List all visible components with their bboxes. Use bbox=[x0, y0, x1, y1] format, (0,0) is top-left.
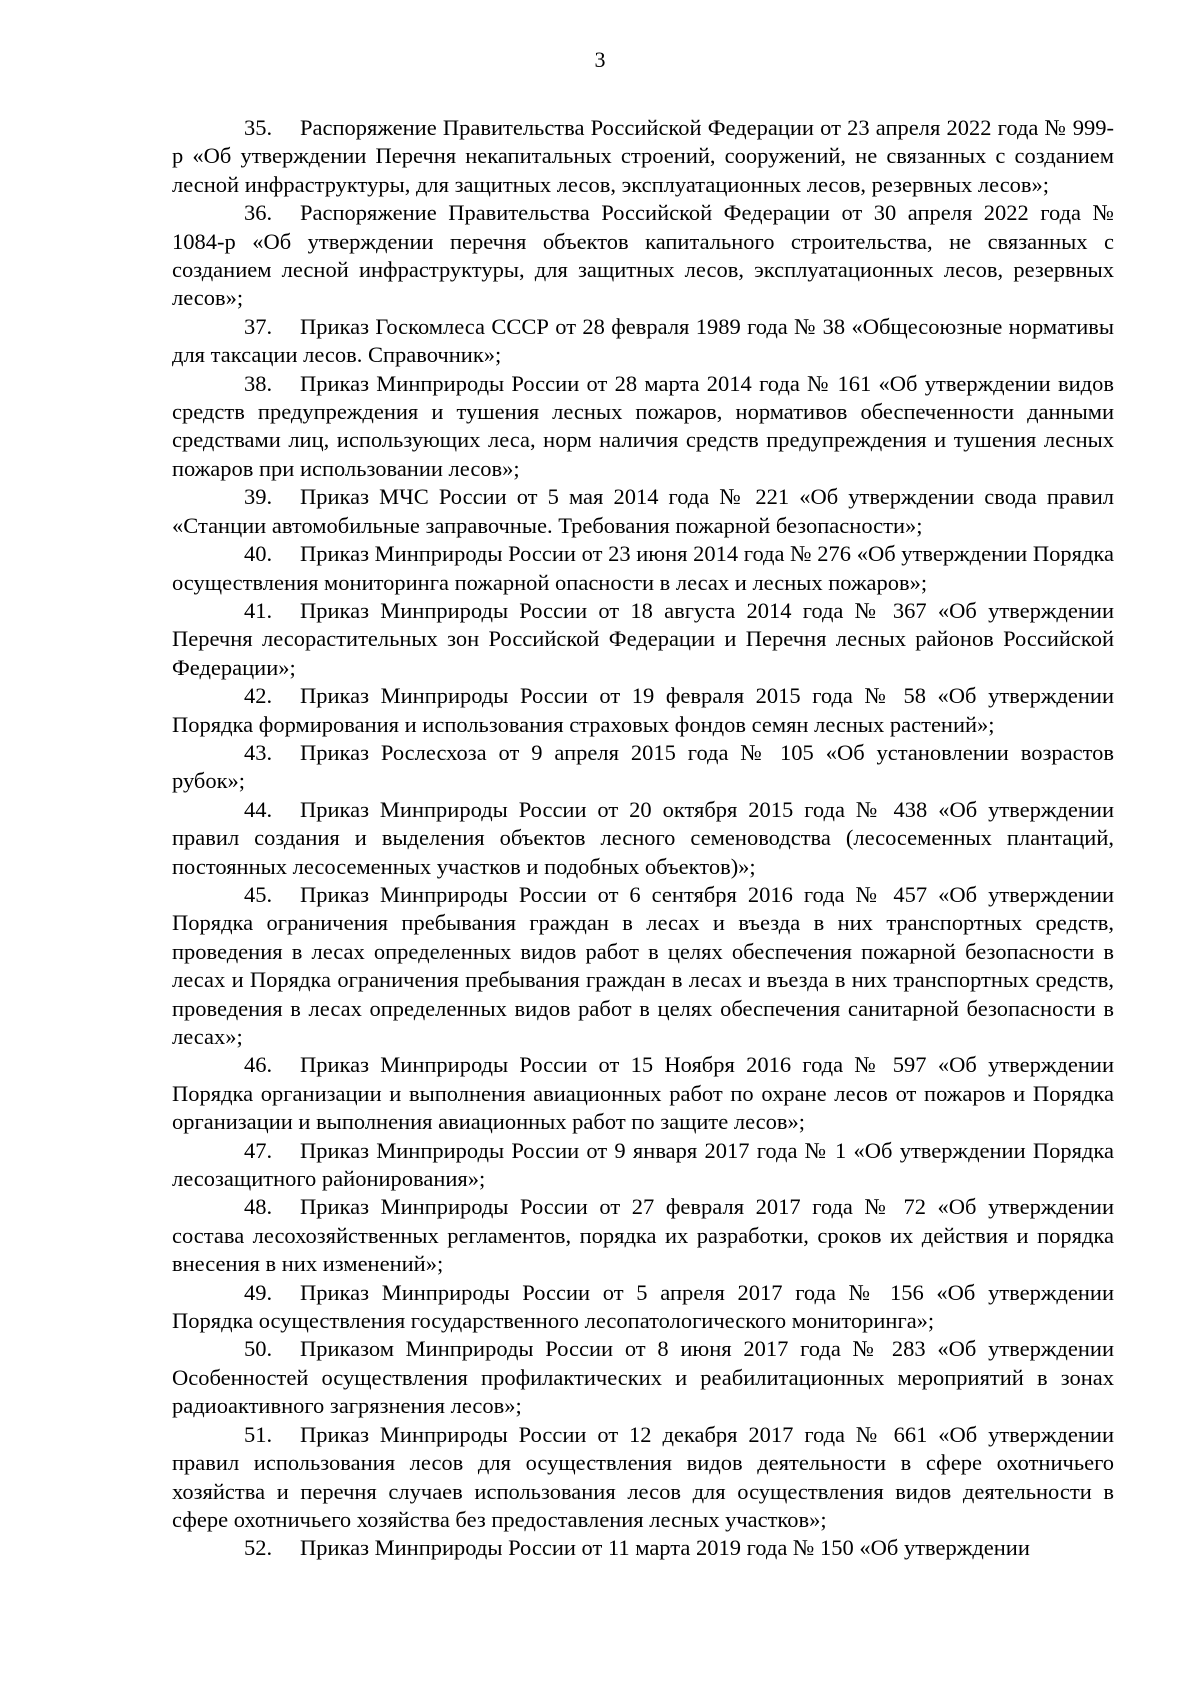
item-number: 49. bbox=[244, 1279, 273, 1305]
item-text: Приказ МЧС России от 5 мая 2014 года № 221 «Об утверждении свода правил «Станции автомобильные заправочные. Требования пожарной безопасности»; bbox=[172, 484, 1114, 538]
item-text: Распоряжение Правительства Российской Федерации от 30 апреля 2022 года № 1084-р «Об утверждении перечня объектов капитального строительства, не связанных с созданием лесной инфраструктуры, для защитных лесов, эксплуатационных лесов, резервных лесов»; bbox=[172, 200, 1114, 311]
list-item bbox=[172, 1279, 1114, 1336]
item-text: Приказ Минприроды России от 15 Ноября 2016 года № 597 «Об утверждении Порядка организации и выполнения авиационных работ по охране лесов от пожаров и Порядка организации и выполнения авиационных работ по защите лесов»; bbox=[172, 1052, 1114, 1135]
list-item bbox=[172, 796, 1114, 881]
item-number: 47. bbox=[244, 1137, 273, 1163]
item-text: Приказом Минприроды России от 8 июня 2017 года № 283 «Об утверждении Особенностей осуществления профилактических и реабилитационных мероприятий в зонах радиоактивного загрязнения лесов»; bbox=[172, 1336, 1114, 1419]
item-number: 44. bbox=[244, 796, 273, 822]
list-item bbox=[172, 682, 1114, 739]
list-item bbox=[172, 370, 1114, 484]
item-text: Приказ Минприроды России от 9 января 2017 года № 1 «Об утверждении Порядка лесозащитного районирования»; bbox=[172, 1137, 1114, 1192]
item-number: 42. bbox=[244, 683, 273, 709]
item-number: 41. bbox=[244, 597, 273, 623]
item-text: Приказ Минприроды России от 20 октября 2015 года № 438 «Об утверждении правил создания и выделения объектов лесного семеноводства (лесосеменных плантаций, постоянных лесосеменных участков и подобных объектов)»; bbox=[172, 796, 1114, 879]
item-number: 48. bbox=[244, 1194, 273, 1220]
item-number: 39. bbox=[244, 484, 273, 510]
item-text: Приказ Рослесхоза от 9 апреля 2015 года № 105 «Об установлении возрастов рубок»; bbox=[172, 739, 1114, 794]
item-number: 38. bbox=[244, 370, 273, 396]
list-item bbox=[172, 881, 1114, 1051]
item-number: 46. bbox=[244, 1052, 273, 1078]
item-text: Приказ Минприроды России от 18 августа 2014 года № 367 «Об утверждении Перечня лесорастительных зон Российской Федерации и Перечня лесных районов Российской Федерации»; bbox=[172, 597, 1114, 680]
list-item bbox=[172, 1335, 1114, 1420]
list-item bbox=[172, 483, 1114, 540]
list-item bbox=[172, 1421, 1114, 1535]
item-number: 40. bbox=[244, 541, 273, 567]
item-text: Приказ Минприроды России от 11 марта 2019 года № 150 «Об утверждении bbox=[300, 1535, 1030, 1561]
item-text: Приказ Минприроды России от 6 сентября 2016 года № 457 «Об утверждении Порядка ограничения пребывания граждан в лесах и въезда в них транспортных средств, проведения в лесах определенных видов работ в целях обеспечения пожарной безопасности в лесах и Порядка ограничения пребывания граждан в лесах и въезда в них транспортных средств, проведения в лесах определенных видов работ в целях обеспечения санитарной безопасности в лесах»; bbox=[172, 881, 1114, 1049]
item-text: Приказ Минприроды России от 28 марта 2014 года № 161 «Об утверждении видов средств предупреждения и тушения лесных пожаров, нормативов обеспеченности данными средствами лиц, использующих леса, норм наличия средств предупреждения и тушения лесных пожаров при использовании лесов»; bbox=[172, 370, 1114, 481]
list-item bbox=[172, 199, 1114, 313]
item-text: Распоряжение Правительства Российской Федерации от 23 апреля 2022 года № 999-р «Об утверждении Перечня некапитальных строений, сооружений, не связанных с созданием лесной инфраструктуры, для защитных лесов, эксплуатационных лесов, резервных лесов»; bbox=[172, 115, 1114, 197]
page-number: 3 bbox=[594, 47, 606, 72]
item-text: Приказ Госкомлеса СССР от 28 февраля 1989 года № 38 «Общесоюзные нормативы для таксации лесов. Справочник»; bbox=[172, 313, 1114, 368]
item-number: 36. bbox=[244, 200, 273, 226]
item-text: Приказ Минприроды России от 23 июня 2014 года № 276 «Об утверждении Порядка осуществления мониторинга пожарной опасности в лесах и лесных пожаров»; bbox=[172, 541, 1114, 595]
list-item bbox=[172, 313, 1114, 370]
list-item bbox=[172, 114, 1114, 199]
item-number: 50. bbox=[244, 1336, 273, 1362]
item-text: Приказ Минприроды России от 27 февраля 2017 года № 72 «Об утверждении состава лесохозяйственных регламентов, порядка их разработки, сроков их действия и порядка внесения в них изменений»; bbox=[172, 1194, 1114, 1277]
item-number: 37. bbox=[244, 313, 273, 339]
legal-acts-list bbox=[172, 114, 1114, 1563]
item-text: Приказ Минприроды России от 19 февраля 2015 года № 58 «Об утверждении Порядка формирования и использования страховых фондов семян лесных растений»; bbox=[172, 683, 1114, 737]
item-number: 45. bbox=[244, 881, 273, 907]
list-item bbox=[172, 1137, 1114, 1194]
list-item bbox=[172, 597, 1114, 682]
item-number: 43. bbox=[244, 739, 273, 765]
list-item bbox=[172, 1051, 1114, 1136]
list-item bbox=[172, 739, 1114, 796]
list-item bbox=[172, 1534, 1114, 1562]
item-text: Приказ Минприроды России от 5 апреля 2017 года № 156 «Об утверждении Порядка осуществления государственного лесопатологического мониторинга»; bbox=[172, 1279, 1114, 1334]
item-number: 35. bbox=[244, 115, 273, 140]
item-number: 51. bbox=[244, 1421, 273, 1447]
item-text: Приказ Минприроды России от 12 декабря 2017 года № 661 «Об утверждении правил использования лесов для осуществления видов деятельности в сфере охотничьего хозяйства и перечня случаев использования лесов для осуществления видов деятельности в сфере охотничьего хозяйства без предоставления лесных участков»; bbox=[172, 1421, 1114, 1532]
list-item bbox=[172, 1193, 1114, 1278]
list-item bbox=[172, 540, 1114, 597]
item-number: 52. bbox=[244, 1535, 273, 1561]
